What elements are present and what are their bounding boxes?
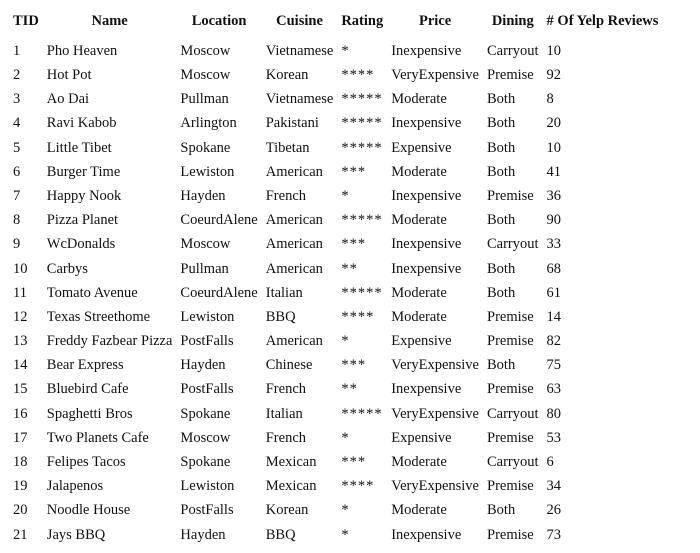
cell-rating: *** <box>341 357 367 374</box>
table-row <box>9 378 662 402</box>
cell-rating: *** <box>341 454 367 471</box>
cell-dining: Both <box>487 212 516 229</box>
cell-dining: Both <box>487 260 516 277</box>
cell-cuisine: American <box>265 163 323 180</box>
cell-location: Spokane <box>180 139 231 156</box>
cell-name: Happy Nook <box>46 187 122 204</box>
cell-rating: * <box>341 333 350 350</box>
cell-rating: * <box>341 526 350 543</box>
cell-rating: ***** <box>341 91 383 108</box>
header-location: Location <box>191 13 247 30</box>
cell-tid: 9 <box>13 236 21 253</box>
table-row <box>9 63 662 87</box>
header-tid: TID <box>13 13 39 30</box>
cell-yelp-reviews: 10 <box>546 139 562 156</box>
cell-location: Moscow <box>180 429 231 446</box>
cell-location: Moscow <box>180 42 231 59</box>
cell-location: Moscow <box>180 236 231 253</box>
cell-cuisine: French <box>265 429 306 446</box>
cell-tid: 19 <box>13 478 28 495</box>
cell-cuisine: BBQ <box>265 308 296 325</box>
cell-tid: 5 <box>13 139 21 156</box>
cell-yelp-reviews: 14 <box>546 308 562 325</box>
cell-name: Bear Express <box>46 357 124 374</box>
cell-location: Pullman <box>180 91 229 108</box>
cell-dining: Both <box>487 357 516 374</box>
cell-dining: Premise <box>487 429 534 446</box>
cell-dining: Both <box>487 163 516 180</box>
cell-yelp-reviews: 34 <box>546 478 562 495</box>
cell-name: Noodle House <box>46 502 131 519</box>
header-yelp-reviews: # Of Yelp Reviews <box>546 13 659 30</box>
cell-yelp-reviews: 80 <box>546 405 562 422</box>
cell-location: PostFalls <box>180 333 234 350</box>
cell-name: WcDonalds <box>46 236 116 253</box>
cell-name: Two Planets Cafe <box>46 429 149 446</box>
cell-yelp-reviews: 75 <box>546 357 562 374</box>
cell-cuisine: Vietnamese <box>265 42 334 59</box>
cell-tid: 1 <box>13 42 21 59</box>
cell-rating: ***** <box>341 212 383 229</box>
cell-cuisine: American <box>265 236 323 253</box>
header-cuisine: Cuisine <box>276 13 323 30</box>
table-row <box>9 233 662 257</box>
table-row <box>9 450 662 474</box>
cell-tid: 20 <box>13 502 28 519</box>
table-row <box>9 87 662 111</box>
table-row <box>9 353 662 377</box>
cell-name: Hot Pot <box>46 67 92 84</box>
cell-dining: Both <box>487 139 516 156</box>
cell-rating: * <box>341 187 350 204</box>
cell-yelp-reviews: 53 <box>546 429 562 446</box>
cell-tid: 13 <box>13 333 28 350</box>
cell-location: Hayden <box>180 187 226 204</box>
cell-dining: Both <box>487 115 516 132</box>
cell-name: Jays BBQ <box>46 526 106 543</box>
cell-price: Moderate <box>391 502 447 519</box>
cell-price: VeryExpensive <box>391 67 479 84</box>
cell-location: PostFalls <box>180 381 234 398</box>
cell-location: CoeurdAlene <box>180 284 258 301</box>
cell-cuisine: Vietnamese <box>265 91 334 108</box>
cell-tid: 14 <box>13 357 28 374</box>
cell-cuisine: Korean <box>265 67 309 84</box>
cell-rating: *** <box>341 236 367 253</box>
cell-price: Inexpensive <box>391 187 462 204</box>
cell-rating: ** <box>341 381 358 398</box>
cell-name: Freddy Fazbear Pizza <box>46 333 173 350</box>
cell-cuisine: French <box>265 187 306 204</box>
cell-yelp-reviews: 10 <box>546 42 562 59</box>
cell-yelp-reviews: 63 <box>546 381 562 398</box>
cell-name: Tomato Avenue <box>46 284 138 301</box>
cell-dining: Carryout <box>487 454 539 471</box>
cell-location: Spokane <box>180 454 231 471</box>
cell-rating: *** <box>341 163 367 180</box>
cell-dining: Carryout <box>487 236 539 253</box>
table-row <box>9 136 662 160</box>
cell-price: Expensive <box>391 333 452 350</box>
cell-rating: **** <box>341 308 375 325</box>
cell-tid: 10 <box>13 260 28 277</box>
cell-rating: * <box>341 429 350 446</box>
cell-rating: * <box>341 42 350 59</box>
table-row <box>9 329 662 353</box>
table-row <box>9 499 662 523</box>
cell-tid: 4 <box>13 115 21 132</box>
cell-rating: ***** <box>341 405 383 422</box>
table-row <box>9 402 662 426</box>
cell-price: Moderate <box>391 212 447 229</box>
cell-location: Lewiston <box>180 163 235 180</box>
cell-tid: 17 <box>13 429 28 446</box>
table-row <box>9 474 662 498</box>
cell-yelp-reviews: 6 <box>546 454 554 471</box>
table-row <box>9 160 662 184</box>
table-row <box>9 208 662 232</box>
table-row <box>9 426 662 450</box>
cell-dining: Premise <box>487 308 534 325</box>
cell-tid: 18 <box>13 454 28 471</box>
cell-price: Expensive <box>391 139 452 156</box>
cell-yelp-reviews: 8 <box>546 91 554 108</box>
table-row <box>9 523 662 547</box>
cell-tid: 2 <box>13 67 21 84</box>
cell-cuisine: Italian <box>265 405 303 422</box>
cell-cuisine: American <box>265 212 323 229</box>
cell-yelp-reviews: 68 <box>546 260 562 277</box>
cell-tid: 15 <box>13 381 28 398</box>
cell-name: Ao Dai <box>46 91 90 108</box>
cell-price: Inexpensive <box>391 42 462 59</box>
cell-name: Texas Streethome <box>46 308 151 325</box>
cell-cuisine: Korean <box>265 502 309 519</box>
cell-location: Lewiston <box>180 308 235 325</box>
cell-dining: Premise <box>487 526 534 543</box>
cell-dining: Both <box>487 91 516 108</box>
cell-dining: Premise <box>487 187 534 204</box>
cell-yelp-reviews: 26 <box>546 502 562 519</box>
cell-price: VeryExpensive <box>391 357 479 374</box>
table-row <box>9 281 662 305</box>
cell-tid: 6 <box>13 163 21 180</box>
cell-price: Inexpensive <box>391 236 462 253</box>
cell-dining: Premise <box>487 478 534 495</box>
header-name: Name <box>91 13 128 30</box>
table-row <box>9 305 662 329</box>
cell-location: Hayden <box>180 357 226 374</box>
cell-location: PostFalls <box>180 502 234 519</box>
cell-rating: ***** <box>341 139 383 156</box>
cell-price: Inexpensive <box>391 381 462 398</box>
cell-dining: Both <box>487 502 516 519</box>
cell-price: Expensive <box>391 429 452 446</box>
cell-yelp-reviews: 82 <box>546 333 562 350</box>
cell-price: Moderate <box>391 454 447 471</box>
cell-name: Little Tibet <box>46 139 112 156</box>
cell-name: Spaghetti Bros <box>46 405 133 422</box>
cell-cuisine: Chinese <box>265 357 313 374</box>
cell-price: Moderate <box>391 91 447 108</box>
cell-cuisine: Italian <box>265 284 303 301</box>
cell-rating: * <box>341 502 350 519</box>
cell-price: Inexpensive <box>391 526 462 543</box>
table-body <box>9 39 662 547</box>
cell-cuisine: French <box>265 381 306 398</box>
cell-tid: 16 <box>13 405 28 422</box>
cell-cuisine: Pakistani <box>265 115 319 132</box>
table-row <box>9 257 662 281</box>
cell-tid: 7 <box>13 187 21 204</box>
cell-yelp-reviews: 20 <box>546 115 562 132</box>
cell-cuisine: Mexican <box>265 478 317 495</box>
cell-price: Moderate <box>391 284 447 301</box>
cell-name: Bluebird Cafe <box>46 381 129 398</box>
cell-rating: ** <box>341 260 358 277</box>
cell-name: Pho Heaven <box>46 42 118 59</box>
cell-price: Inexpensive <box>391 260 462 277</box>
cell-name: Pizza Planet <box>46 212 119 229</box>
cell-rating: **** <box>341 67 375 84</box>
cell-tid: 11 <box>13 284 27 301</box>
cell-price: Moderate <box>391 163 447 180</box>
cell-location: CoeurdAlene <box>180 212 258 229</box>
header-rating: Rating <box>341 13 384 30</box>
cell-tid: 12 <box>13 308 28 325</box>
cell-price: Inexpensive <box>391 115 462 132</box>
cell-dining: Carryout <box>487 42 539 59</box>
cell-yelp-reviews: 90 <box>546 212 562 229</box>
cell-name: Carbys <box>46 260 88 277</box>
cell-cuisine: American <box>265 260 323 277</box>
cell-name: Jalapenos <box>46 478 104 495</box>
cell-yelp-reviews: 36 <box>546 187 562 204</box>
cell-location: Moscow <box>180 67 231 84</box>
cell-dining: Premise <box>487 381 534 398</box>
cell-tid: 21 <box>13 526 28 543</box>
table-row <box>9 184 662 208</box>
cell-tid: 8 <box>13 212 21 229</box>
cell-name: Felipes Tacos <box>46 454 126 471</box>
cell-price: VeryExpensive <box>391 405 479 422</box>
cell-dining: Premise <box>487 333 534 350</box>
cell-price: VeryExpensive <box>391 478 479 495</box>
cell-location: Hayden <box>180 526 226 543</box>
cell-name: Ravi Kabob <box>46 115 117 132</box>
cell-location: Lewiston <box>180 478 235 495</box>
header-price: Price <box>419 13 452 30</box>
table-header-row <box>9 8 662 39</box>
cell-dining: Both <box>487 284 516 301</box>
cell-yelp-reviews: 73 <box>546 526 562 543</box>
cell-location: Arlington <box>180 115 237 132</box>
cell-rating: ***** <box>341 284 383 301</box>
cell-name: Burger Time <box>46 163 121 180</box>
cell-price: Moderate <box>391 308 447 325</box>
cell-tid: 3 <box>13 91 21 108</box>
cell-dining: Carryout <box>487 405 539 422</box>
cell-rating: ***** <box>341 115 383 132</box>
cell-dining: Premise <box>487 67 534 84</box>
cell-cuisine: American <box>265 333 323 350</box>
table-row <box>9 39 662 63</box>
cell-cuisine: Tibetan <box>265 139 310 156</box>
cell-yelp-reviews: 41 <box>546 163 562 180</box>
cell-location: Pullman <box>180 260 229 277</box>
cell-yelp-reviews: 92 <box>546 67 562 84</box>
cell-yelp-reviews: 61 <box>546 284 562 301</box>
table-row <box>9 112 662 136</box>
cell-rating: **** <box>341 478 375 495</box>
cell-cuisine: Mexican <box>265 454 317 471</box>
cell-cuisine: BBQ <box>265 526 296 543</box>
cell-yelp-reviews: 33 <box>546 236 562 253</box>
restaurants-table <box>9 8 662 547</box>
cell-location: Spokane <box>180 405 231 422</box>
header-dining: Dining <box>491 13 534 30</box>
